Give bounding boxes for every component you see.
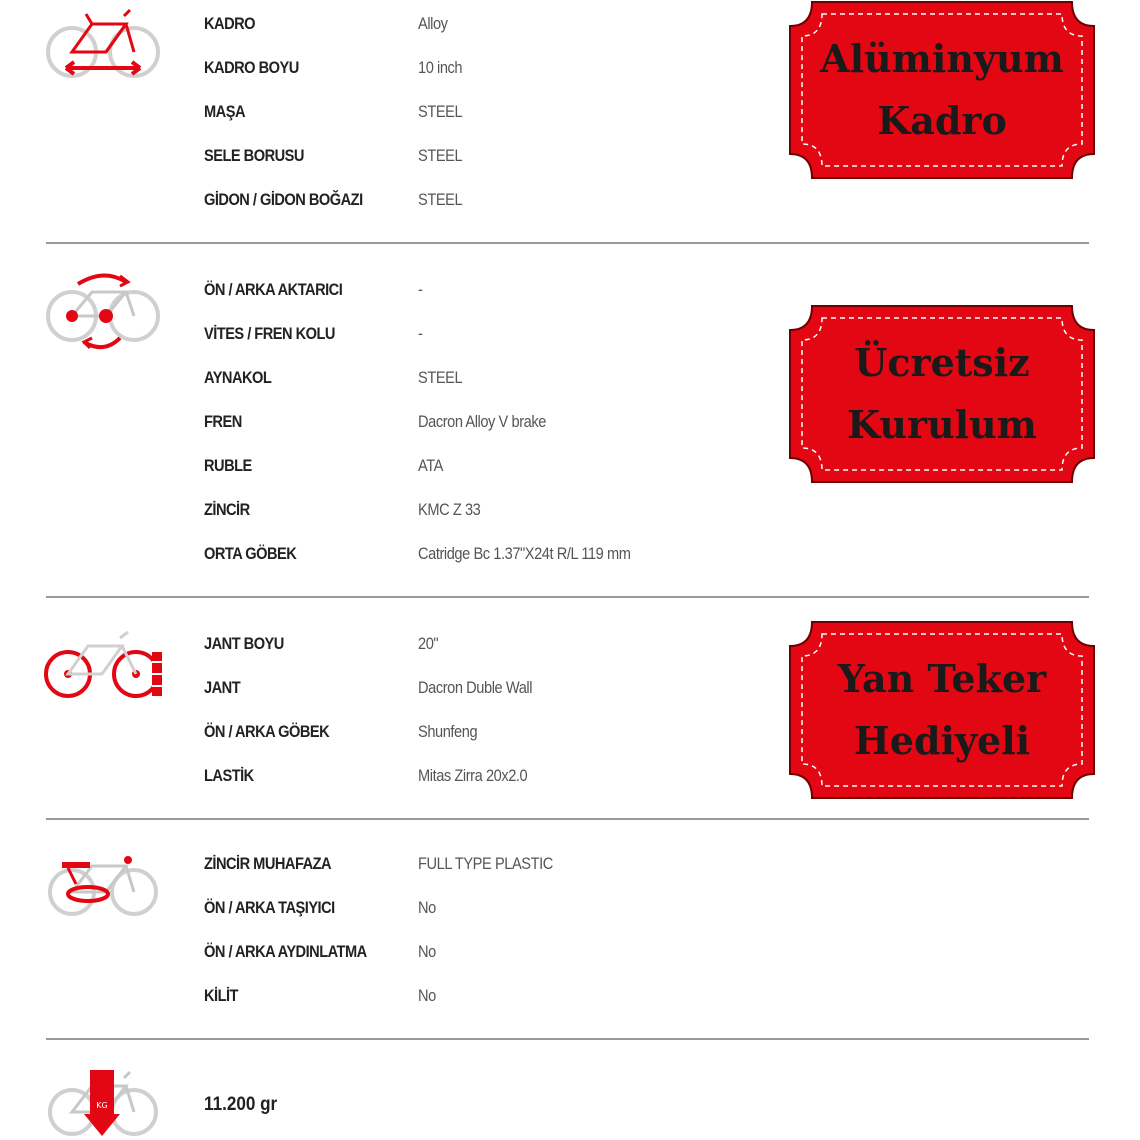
section-divider <box>46 1038 1089 1040</box>
spec-value: No <box>418 986 436 1005</box>
spec-row <box>0 544 631 588</box>
spec-value: STEEL <box>418 190 463 209</box>
spec-label: JANT <box>204 678 241 697</box>
spec-value: Alloy <box>418 14 448 33</box>
spec-label: KİLİT <box>204 986 238 1005</box>
badge-line: Hediyeli <box>853 718 1031 763</box>
spec-row <box>0 854 600 898</box>
spec-row <box>0 898 600 942</box>
badge-line: Yan Teker <box>837 656 1047 701</box>
spec-value: Shunfeng <box>418 722 478 741</box>
spec-value: Dacron Alloy V brake <box>418 412 546 431</box>
bike-weight-icon <box>44 1064 162 1140</box>
spec-label: ÖN / ARKA AYDINLATMA <box>204 942 367 961</box>
spec-value: - <box>418 324 423 343</box>
spec-row <box>0 986 600 1030</box>
section-divider <box>46 818 1089 820</box>
spec-row <box>0 190 600 234</box>
spec-row <box>0 634 600 678</box>
spec-value: STEEL <box>418 102 463 121</box>
spec-value: ATA <box>418 456 443 475</box>
spec-label: JANT BOYU <box>204 634 284 653</box>
spec-row <box>0 146 600 190</box>
spec-value: STEEL <box>418 368 463 387</box>
spec-value: Dacron Duble Wall <box>418 678 533 697</box>
spec-label: ÖN / ARKA TAŞIYICI <box>204 898 335 917</box>
spec-label: KADRO BOYU <box>204 58 299 77</box>
spec-value: FULL TYPE PLASTIC <box>418 854 553 873</box>
spec-row <box>0 456 600 500</box>
spec-row <box>0 412 600 456</box>
spec-value: 20" <box>418 634 439 653</box>
svg-text:KG: KG <box>96 1101 108 1110</box>
section-divider <box>46 596 1089 598</box>
badge-line: Ücretsiz <box>854 340 1030 385</box>
spec-row <box>0 942 600 986</box>
spec-value: Catridge Bc 1.37"X24t R/L 119 mm <box>418 544 631 563</box>
spec-label: VİTES / FREN KOLU <box>204 324 335 343</box>
spec-value: 10 inch <box>418 58 463 77</box>
weight-value: 11.200 gr <box>204 1094 278 1115</box>
spec-row <box>0 766 600 810</box>
badge-line: Kadro <box>877 98 1007 143</box>
spec-label: ÖN / ARKA AKTARICI <box>204 280 343 299</box>
spec-value: Mitas Zirra 20x2.0 <box>418 766 528 785</box>
badge-line: Alüminyum <box>820 36 1064 81</box>
spec-label: ORTA GÖBEK <box>204 544 297 563</box>
spec-value: No <box>418 898 436 917</box>
spec-label: KADRO <box>204 14 256 33</box>
spec-label: MAŞA <box>204 102 245 121</box>
spec-row <box>0 280 600 324</box>
badge-line: Kurulum <box>847 402 1037 447</box>
spec-row <box>0 678 600 722</box>
spec-row <box>0 102 600 146</box>
spec-label: LASTİK <box>204 766 254 785</box>
spec-label: FREN <box>204 412 242 431</box>
spec-row <box>0 58 600 102</box>
spec-label: ÖN / ARKA GÖBEK <box>204 722 330 741</box>
spec-value: STEEL <box>418 146 463 165</box>
promo-badge <box>788 0 1096 180</box>
spec-label: GİDON / GİDON BOĞAZI <box>204 190 363 209</box>
promo-badge <box>788 304 1096 484</box>
spec-label: RUBLE <box>204 456 252 475</box>
promo-badge <box>788 620 1096 800</box>
spec-row <box>0 722 600 766</box>
spec-row <box>0 500 600 544</box>
spec-row <box>0 324 600 368</box>
spec-row <box>0 14 600 58</box>
spec-row <box>0 368 600 412</box>
spec-value: KMC Z 33 <box>418 500 481 519</box>
spec-label: ZİNCİR <box>204 500 250 519</box>
spec-value: No <box>418 942 436 961</box>
spec-value: - <box>418 280 423 299</box>
spec-label: SELE BORUSU <box>204 146 304 165</box>
spec-label: AYNAKOL <box>204 368 272 387</box>
spec-label: ZİNCİR MUHAFAZA <box>204 854 332 873</box>
section-divider <box>46 242 1089 244</box>
